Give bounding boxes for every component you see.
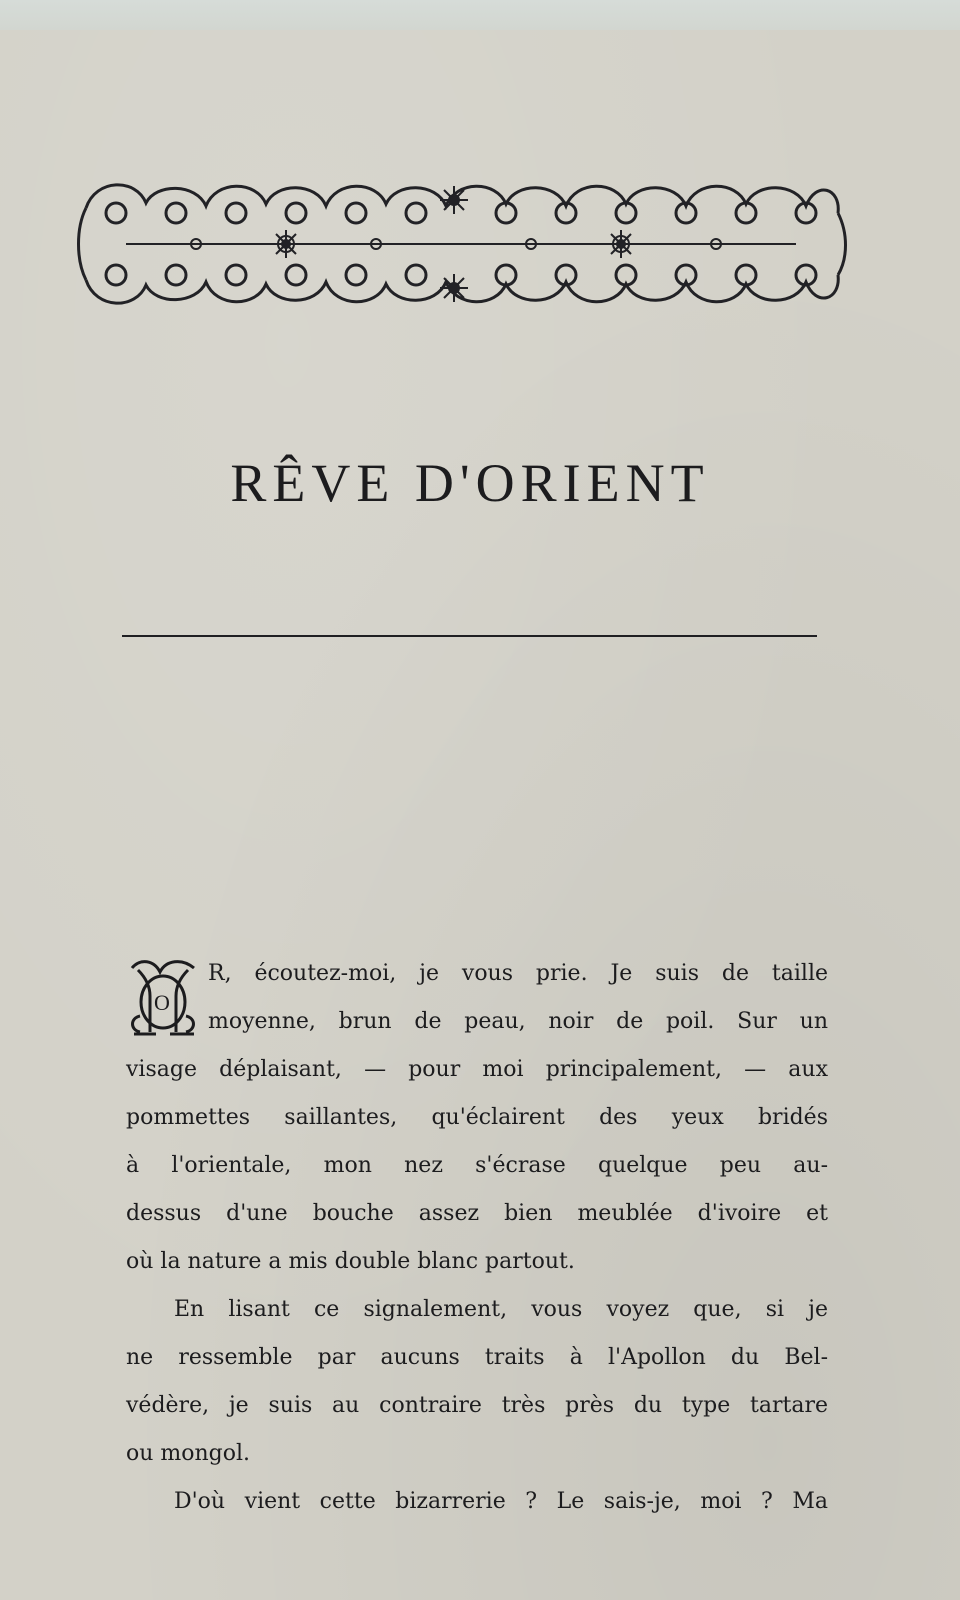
- text-line: où la nature a mis double blanc partout.: [126, 1249, 575, 1274]
- text-line: ne ressemble par aucuns traits à l'Apollon du Bel-: [126, 1345, 828, 1370]
- text-line: ou mongol.: [126, 1441, 251, 1466]
- text-line: védère, je suis au contraire très près du type tartare: [126, 1393, 828, 1418]
- text-line: R, écoutez-moi, je vous prie. Je suis de taille: [208, 961, 828, 986]
- text-line: moyenne, brun de peau, noir de poil. Sur un: [208, 1009, 828, 1034]
- paragraph-2: [126, 1286, 828, 1478]
- paragraph-3: [126, 1478, 828, 1526]
- text-line: D'où vient cette bizarrerie ? Le sais-je, moi ? Ma: [174, 1489, 828, 1514]
- ornament-headpiece: [76, 168, 849, 320]
- paragraph-1: [126, 950, 828, 1286]
- drop-cap-letter: [126, 956, 200, 1042]
- text-line: dessus d'une bouche assez bien meublée d'ivoire et: [126, 1201, 828, 1226]
- text-line: visage déplaisant, — pour moi principalement, — aux: [126, 1057, 828, 1082]
- title-rule: [122, 635, 817, 637]
- text-line: pommettes saillantes, qu'éclairent des yeux bridés: [126, 1105, 828, 1130]
- book-page: [0, 30, 960, 1600]
- text-line: à l'orientale, mon nez s'écrase quelque peu au-: [126, 1153, 828, 1178]
- chapter-title: RÊVE D'ORIENT: [230, 453, 710, 513]
- drop-cap-text: O: [154, 990, 170, 1015]
- chapter-body: [126, 950, 828, 1526]
- text-line: En lisant ce signalement, vous voyez que, si je: [174, 1297, 828, 1322]
